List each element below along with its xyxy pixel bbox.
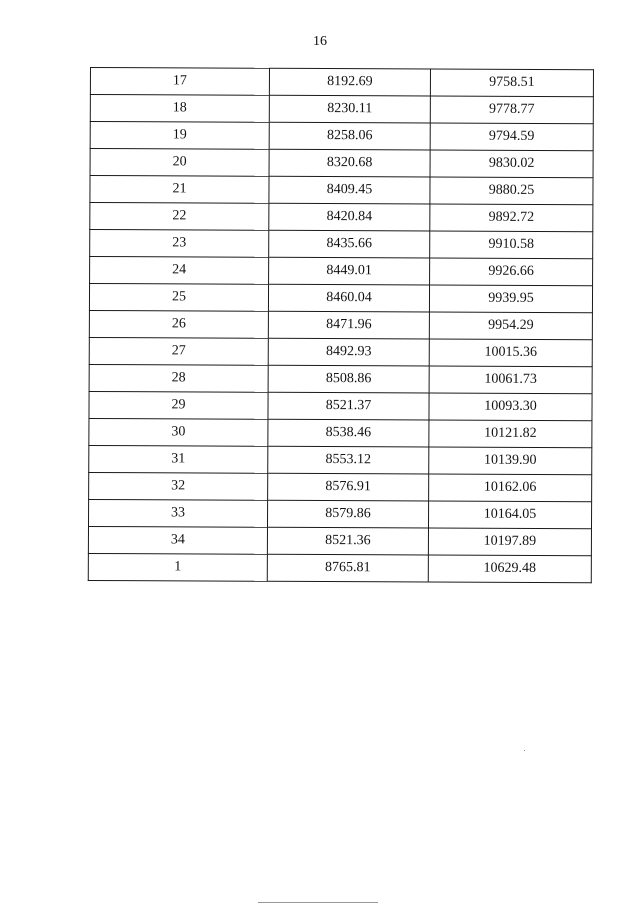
table-row bbox=[89, 337, 592, 366]
table-cell-index: 27 bbox=[89, 337, 268, 365]
table-cell-value-b: 10121.82 bbox=[429, 420, 592, 448]
table-row bbox=[89, 310, 592, 339]
table-cell-value-a: 8258.06 bbox=[269, 122, 430, 150]
table-cell-index: 28 bbox=[89, 364, 268, 392]
table-cell-index: 32 bbox=[89, 472, 268, 500]
scan-speck bbox=[524, 750, 525, 751]
table-cell-value-b: 10197.89 bbox=[428, 528, 591, 556]
table-row bbox=[89, 418, 592, 447]
table-cell-value-a: 8460.04 bbox=[268, 284, 429, 312]
table-cell-value-b: 10139.90 bbox=[429, 447, 592, 475]
table-cell-index: 23 bbox=[90, 230, 269, 258]
table-row bbox=[89, 364, 592, 393]
table-cell-value-a: 8521.36 bbox=[267, 527, 428, 555]
table-row bbox=[90, 122, 593, 151]
table-cell-value-b: 10164.05 bbox=[428, 501, 591, 529]
table-cell-index: 22 bbox=[90, 203, 269, 231]
table-cell-index: 34 bbox=[88, 526, 267, 554]
table-cell-index: 21 bbox=[90, 176, 269, 204]
table-cell-index: 31 bbox=[89, 445, 268, 473]
table-row bbox=[89, 391, 592, 420]
table-row bbox=[90, 203, 593, 232]
table-cell-value-a: 8192.69 bbox=[269, 68, 430, 96]
page-bottom-edge bbox=[258, 902, 378, 903]
table-cell-index: 33 bbox=[88, 499, 267, 527]
table-cell-value-a: 8320.68 bbox=[269, 149, 430, 177]
table-cell-value-a: 8765.81 bbox=[267, 554, 428, 582]
table-cell-value-b: 9794.59 bbox=[430, 123, 593, 151]
table-row bbox=[88, 553, 591, 582]
table-row bbox=[88, 499, 591, 528]
table-cell-value-b: 9910.58 bbox=[430, 231, 593, 259]
table-cell-value-b: 9926.66 bbox=[430, 258, 593, 286]
table-cell-index: 26 bbox=[89, 310, 268, 338]
table-cell-value-b: 10162.06 bbox=[429, 474, 592, 502]
table-row bbox=[89, 284, 592, 313]
table-cell-index: 25 bbox=[89, 284, 268, 312]
table-cell-value-a: 8471.96 bbox=[268, 311, 429, 339]
table-cell-value-b: 10629.48 bbox=[428, 555, 591, 583]
table-row bbox=[90, 149, 593, 178]
table-cell-value-b: 9778.77 bbox=[430, 96, 593, 124]
data-table bbox=[88, 67, 594, 583]
table-row bbox=[89, 472, 592, 501]
table-cell-index: 17 bbox=[90, 68, 269, 96]
table-cell-value-b: 9758.51 bbox=[430, 69, 593, 97]
table-cell-value-a: 8576.91 bbox=[268, 473, 429, 501]
table-cell-index: 18 bbox=[90, 95, 269, 123]
table-cell-value-b: 9880.25 bbox=[430, 177, 593, 205]
table-cell-value-a: 8435.66 bbox=[269, 230, 430, 258]
table-cell-value-a: 8420.84 bbox=[269, 203, 430, 231]
table-cell-value-b: 10061.73 bbox=[429, 366, 592, 394]
table-cell-index: 30 bbox=[89, 418, 268, 446]
table-cell-value-b: 9892.72 bbox=[430, 204, 593, 232]
table-cell-value-b: 9830.02 bbox=[430, 150, 593, 178]
table-cell-value-a: 8409.45 bbox=[269, 176, 430, 204]
table-cell-value-a: 8492.93 bbox=[268, 338, 429, 366]
data-table-body bbox=[88, 68, 593, 583]
table-cell-value-a: 8449.01 bbox=[269, 257, 430, 285]
table-cell-index: 29 bbox=[89, 391, 268, 419]
table-cell-value-a: 8538.46 bbox=[268, 419, 429, 447]
table-row bbox=[90, 95, 593, 124]
table-cell-value-a: 8579.86 bbox=[267, 500, 428, 528]
table-cell-value-b: 10093.30 bbox=[429, 393, 592, 421]
table-cell-value-a: 8553.12 bbox=[268, 446, 429, 474]
table-cell-value-b: 10015.36 bbox=[429, 339, 592, 367]
table-row bbox=[90, 230, 593, 259]
table-cell-index: 24 bbox=[90, 257, 269, 285]
table-row bbox=[88, 526, 591, 555]
table-cell-value-b: 9954.29 bbox=[429, 312, 592, 340]
table-cell-value-a: 8230.11 bbox=[269, 95, 430, 123]
table-row bbox=[90, 257, 593, 286]
table-cell-value-a: 8508.86 bbox=[268, 365, 429, 393]
table-cell-index: 19 bbox=[90, 122, 269, 150]
table-cell-index: 20 bbox=[90, 149, 269, 177]
table-row bbox=[89, 445, 592, 474]
table-cell-value-b: 9939.95 bbox=[429, 285, 592, 313]
table-cell-index: 1 bbox=[88, 553, 267, 581]
table-cell-value-a: 8521.37 bbox=[268, 392, 429, 420]
table-row bbox=[90, 176, 593, 205]
page-number: 16 bbox=[313, 34, 327, 49]
table-row bbox=[90, 68, 593, 97]
data-table-container bbox=[88, 67, 592, 583]
